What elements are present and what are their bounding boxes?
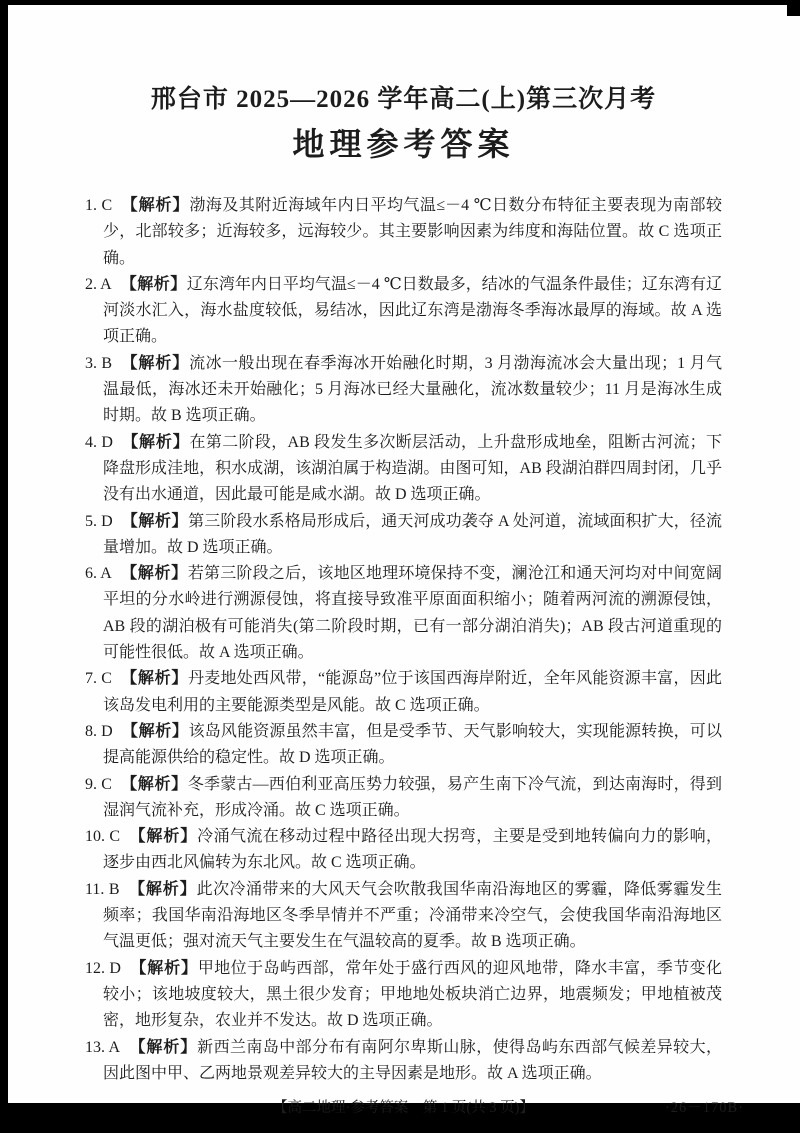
analysis-text: 若第三阶段之后，该地区地理环境保持不变，澜沧江和通天河均对中间宽阔平坦的分水岭进行溯源侵蚀，将直接导致准平原面面积缩小；随着两河流的溯源侵蚀，AB 段的湖泊极有可能消失(第二阶段时期，已有一部分湖泊消失)；AB 段古河道重现的可能性很低。故 A 选项正确。	[103, 565, 722, 662]
answer-item-11	[85, 877, 722, 956]
footer-page-label: 【高二地理·参考答案 第 1 页(共 3 页)】	[273, 1100, 534, 1117]
item-number-answer: 1. C	[85, 197, 113, 214]
scan-corner-mark	[787, 5, 800, 16]
analysis-text: 在第二阶段，AB 段发生多次断层活动，上升盘形成地垒，阻断古河流；下降盘形成洼地，积水成湖，该湖泊属于构造湖。由图可知，AB 段湖泊群四周封闭，几乎没有出水通道，因此最可能是咸水湖。故 D 选项正确。	[103, 433, 722, 504]
answer-item-5	[85, 509, 722, 562]
item-number-answer: 5. D	[85, 512, 113, 530]
item-number-answer: 11. B	[85, 880, 120, 898]
analysis-label: 【解析】	[120, 275, 187, 293]
answer-item-6	[85, 561, 722, 666]
analysis-text: 此次冷涌带来的大风天气会吹散我国华南沿海地区的雾霾，降低雾霾发生频率；我国华南沿海地区冬季旱情并不严重；冷涌带来冷空气，会使我国华南沿海地区气温更低；强对流天气主要发生在气温较高的夏季。故 B 选项正确。	[103, 880, 722, 951]
answer-key-title: 地理参考答案	[292, 126, 515, 162]
analysis-text: 冷涌气流在移动过程中路径出现大拐弯，主要是受到地转偏向力的影响，逐步由西北风偏转为东北风。故 C 选项正确。	[103, 828, 722, 872]
item-number-answer: 6. A	[85, 565, 112, 583]
analysis-label: 【解析】	[121, 722, 189, 740]
analysis-text: 渤海及其附近海域年内日平均气温≤－4 ℃日数分布特征主要表现为南部较少，北部较多；近海较多，远海较少。其主要影响因素为纬度和海陆位置。故 C 选项正确。	[103, 197, 722, 267]
analysis-label: 【解析】	[121, 433, 190, 451]
answer-list	[85, 193, 722, 1087]
analysis-label: 【解析】	[129, 959, 198, 977]
answer-item-4	[85, 430, 722, 509]
analysis-label: 【解析】	[120, 775, 188, 793]
page-content	[8, 5, 800, 1119]
answer-item-12	[85, 956, 722, 1035]
analysis-label: 【解析】	[129, 1038, 198, 1056]
answer-item-10	[85, 824, 722, 877]
analysis-text: 新西兰南岛中部分布有南阿尔卑斯山脉，使得岛屿东西部气候差异较大，因此图中甲、乙两地景观差异较大的主导因素是地形。故 A 选项正确。	[103, 1038, 722, 1082]
item-number-answer: 7. C	[85, 670, 112, 688]
answer-item-2	[85, 272, 722, 351]
answer-item-7	[85, 666, 722, 719]
analysis-text: 冬季蒙古—西伯利亚高压势力较强，易产生南下冷气流，到达南海时，得到湿润气流补充，形成冷涌。故 C 选项正确。	[103, 775, 722, 819]
analysis-text: 甲地位于岛屿西部，常年处于盛行西风的迎风地带，降水丰富，季节变化较小；该地坡度较大，黑土很少发育；甲地地处板块消亡边界，地震频发；甲地植被茂密，地形复杂，农业并不发达。故 D 选项正确。	[103, 959, 722, 1030]
analysis-label: 【解析】	[121, 512, 189, 530]
item-number-answer: 12. D	[85, 959, 121, 977]
answer-item-3	[85, 351, 722, 430]
analysis-text: 流冰一般出现在春季海冰开始融化时期，3 月渤海流冰会大量出现；1 月气温最低，海冰还未开始融化；5 月海冰已经大量融化，流冰数量较少；11 月是海冰生成时期。故 B 选项正确。	[103, 354, 722, 425]
document-page	[8, 5, 800, 1117]
analysis-label: 【解析】	[121, 197, 190, 214]
item-number-answer: 13. A	[85, 1038, 121, 1056]
analysis-text: 辽东湾年内日平均气温≤－4 ℃日数最多，结冰的气温条件最佳；辽东湾有辽河淡水汇入，海水盐度较低，易结冰，因此辽东湾是渤海冬季海冰最厚的海域。故 A 选项正确。	[103, 275, 723, 346]
answer-item-8	[85, 719, 722, 772]
analysis-label: 【解析】	[129, 828, 198, 846]
analysis-label: 【解析】	[120, 565, 188, 583]
answer-item-9	[85, 772, 722, 825]
analysis-text: 丹麦地处西风带，“能源岛”位于该国西海岸附近，全年风能资源丰富，因此该岛发电利用的主要能源类型是风能。故 C 选项正确。	[103, 670, 722, 714]
answer-item-13	[85, 1035, 722, 1088]
page-footer	[85, 1097, 744, 1119]
analysis-label: 【解析】	[121, 354, 190, 372]
analysis-label: 【解析】	[128, 880, 197, 898]
item-number-answer: 3. B	[85, 354, 113, 372]
answer-item-1	[85, 193, 722, 272]
item-number-answer: 9. C	[85, 775, 112, 793]
footer-paper-code: ·26－170B·	[664, 1100, 744, 1117]
item-number-answer: 2. A	[85, 275, 112, 293]
item-number-answer: 8. D	[85, 722, 113, 740]
analysis-label: 【解析】	[120, 670, 189, 688]
item-number-answer: 10. C	[85, 828, 121, 846]
exam-title: 邢台市 2025—2026 学年高二(上)第三次月考	[150, 86, 657, 113]
analysis-text: 该岛风能资源虽然丰富，但是受季节、天气影响较大，实现能源转换，可以提高能源供给的稳定性。故 D 选项正确。	[103, 722, 722, 767]
analysis-text: 第三阶段水系格局形成后，通天河成功袭夺 A 处河道，流域面积扩大，径流量增加。故 D 选项正确。	[103, 512, 722, 556]
item-number-answer: 4. D	[85, 433, 113, 451]
